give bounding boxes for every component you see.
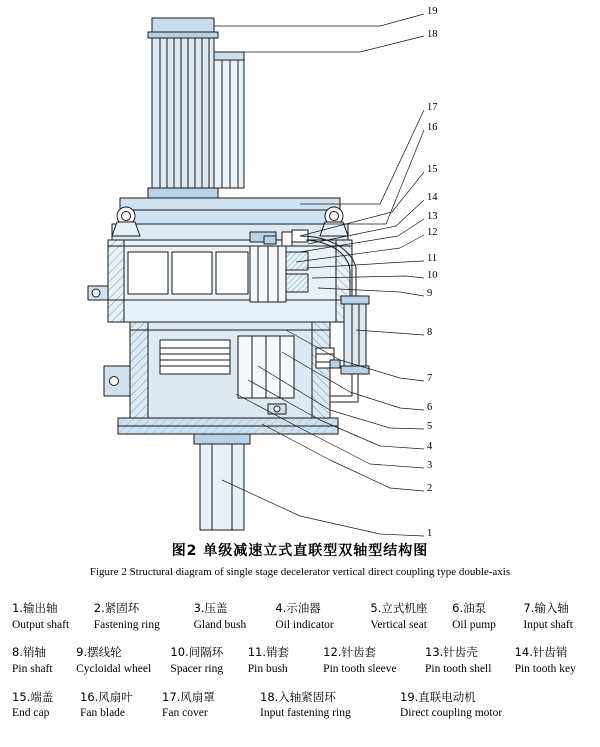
- legend-en: Vertical seat: [370, 618, 427, 631]
- callout-12: 12: [427, 227, 438, 238]
- legend-en: Pin shaft: [12, 663, 53, 676]
- legend-item-4: [275, 600, 370, 633]
- legend-item-14: [515, 644, 590, 677]
- callout-1: 1: [427, 528, 433, 539]
- legend-en: Oil pump: [452, 618, 496, 631]
- legend-row: [12, 689, 590, 722]
- legend-cn: 2.紧固环: [93, 601, 140, 615]
- legend-item-16: [80, 689, 162, 722]
- legend-cn: 9.摆线轮: [76, 645, 122, 660]
- legend-cn: 5.立式机座: [370, 601, 428, 615]
- callout-14: 14: [427, 192, 438, 203]
- legend-cn: 6.油泵: [452, 601, 487, 615]
- legend-cn: 15.端盖: [12, 689, 54, 704]
- legend-item-12: [323, 644, 425, 677]
- legend-en: Fan blade: [80, 707, 126, 720]
- callout-8: 8: [427, 327, 433, 338]
- legend-row: [12, 600, 590, 633]
- legend-en: Fan cover: [162, 707, 208, 720]
- legend-en: Pin tooth key: [514, 663, 576, 676]
- legend-en: Input fastening ring: [260, 707, 351, 720]
- legend-cn: 8.销轴: [12, 645, 46, 660]
- callout-7: 7: [427, 373, 433, 384]
- callout-9: 9: [427, 288, 433, 299]
- callout-18: 18: [427, 29, 438, 40]
- legend-item-5: [370, 600, 452, 633]
- callout-2: 2: [427, 483, 433, 494]
- legend-cn: 1.输出轴: [12, 601, 58, 615]
- legend-cn: 14.针齿销: [514, 645, 568, 660]
- legend-item-6: [452, 600, 523, 633]
- callout-17: 17: [427, 102, 438, 113]
- legend-cn: 16.风扇叶: [80, 689, 133, 704]
- legend-item-1: [12, 600, 94, 633]
- callout-5: 5: [427, 421, 433, 432]
- legend-en: Gland bush: [193, 618, 247, 631]
- legend-en: Pin tooth shell: [425, 663, 492, 676]
- legend-en: Spacer ring: [170, 663, 224, 676]
- caption-english: Figure 2 Structural diagram of single stage decelerator vertical direct coupling type double-axis: [89, 566, 511, 578]
- legend-item-17: [162, 689, 260, 722]
- legend-cn: 17.风扇罩: [162, 689, 215, 704]
- vertical-seat-body: [104, 322, 338, 434]
- legend-cn: 11.销套: [247, 645, 290, 660]
- legend-en: Cycloidal wheel: [76, 663, 152, 676]
- callout-19: 19: [427, 6, 438, 17]
- caption-chinese: 图2 单级减速立式直联型双轴型结构图: [171, 543, 429, 559]
- callout-16: 16: [427, 122, 438, 133]
- legend-item-10: [170, 644, 247, 677]
- legend-cn: 4.示油器: [275, 601, 321, 615]
- legend-en: Fastening ring: [93, 618, 160, 631]
- legend-en: Direct coupling motor: [400, 707, 503, 720]
- legend-en: Output shaft: [12, 618, 70, 631]
- legend-item-3: [194, 600, 276, 633]
- callout-6: 6: [427, 402, 433, 413]
- legend-en: Pin tooth sleeve: [323, 663, 397, 676]
- legend-item-19: [400, 689, 560, 722]
- legend-cn: 3.压盖: [193, 601, 228, 615]
- legend-cn: 10.间隔环: [170, 645, 224, 660]
- figure-caption: [0, 540, 600, 578]
- callout-15: 15: [427, 164, 438, 175]
- callout-13: 13: [427, 211, 438, 222]
- legend-en: Oil indicator: [275, 618, 334, 631]
- callout-11: 11: [427, 253, 438, 264]
- pin-tooth-shell-housing: [88, 230, 352, 322]
- legend-item-15: [12, 689, 80, 722]
- motor-body: [148, 18, 244, 198]
- callout-3: 3: [427, 460, 433, 471]
- legend-cn: 19.直联电动机: [400, 689, 476, 704]
- legend-item-13: [425, 644, 515, 677]
- legend-item-18: [260, 689, 400, 722]
- callout-10: 10: [427, 270, 438, 281]
- legend-item-9: [76, 644, 170, 677]
- legend-item-7: [523, 600, 590, 633]
- callout-4: 4: [427, 441, 433, 452]
- legend-cn: 12.针齿套: [323, 645, 376, 660]
- legend-row: [12, 644, 590, 677]
- legend-item-2: [94, 600, 194, 633]
- legend-en: Pin bush: [247, 663, 288, 676]
- parts-legend: [12, 600, 590, 733]
- legend-item-11: [248, 644, 323, 677]
- output-shaft: [194, 434, 250, 530]
- legend-cn: 18.入轴紧固环: [260, 689, 336, 704]
- legend-cn: 13.针齿壳: [425, 645, 478, 660]
- legend-en: End cap: [12, 707, 50, 720]
- legend-en: Input shaft: [523, 618, 573, 631]
- legend-item-8: [12, 644, 76, 677]
- legend-cn: 7.输入轴: [523, 601, 569, 615]
